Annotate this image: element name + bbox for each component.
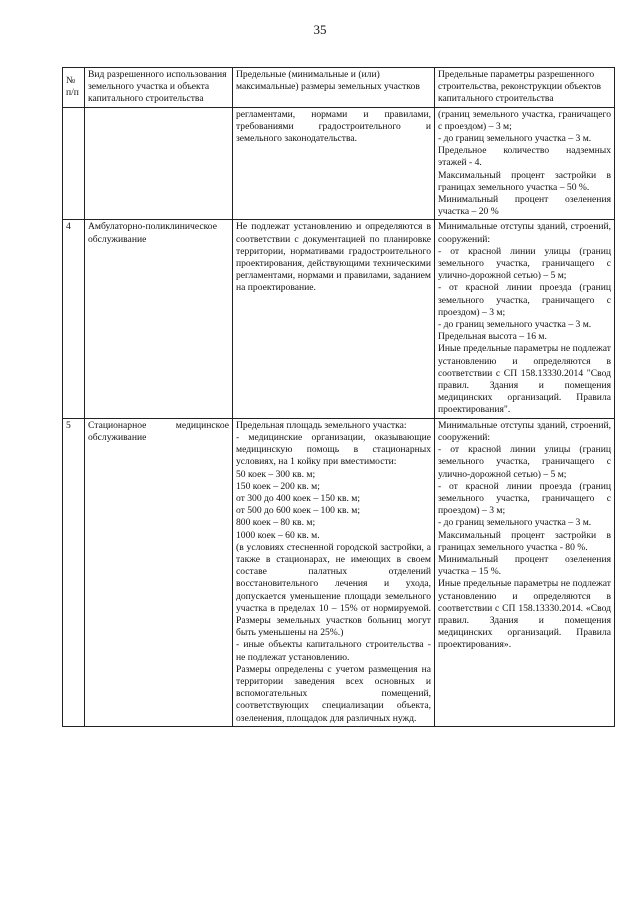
table-header-row bbox=[63, 68, 615, 108]
cell-paragraph: (границ земельного участка, граничащего с проездом) – 3 м; bbox=[438, 108, 611, 132]
header-num: № п/п bbox=[63, 68, 85, 108]
cell-paragraph: 800 коек – 80 кв. м; bbox=[236, 517, 316, 529]
header-use-type: Вид разрешенного использования земельного участка и объекта капитального строительства bbox=[85, 68, 233, 108]
cell-paragraph: - от красной линии улицы (границ земельного участка, граничащего с улично-дорожной сетью) – 5 м; bbox=[438, 444, 611, 480]
build-params-cell bbox=[435, 418, 615, 726]
plot-sizes-cell bbox=[233, 220, 435, 418]
row-number bbox=[63, 107, 85, 220]
cell-paragraph: Максимальный процент застройки в границах земельного участка - 80 %. bbox=[438, 529, 611, 553]
cell-paragraph: Предельная площадь земельного участка: bbox=[236, 419, 407, 431]
cell-paragraph: - иные объекты капитального строительства - не подлежат установлению. bbox=[236, 639, 431, 663]
cell-paragraph: - от красной линии проезда (границ земельного участка, граничащего с проездом) – 3 м; bbox=[438, 282, 611, 318]
row-number: 5 bbox=[63, 418, 85, 726]
cell-paragraph: 1000 коек – 60 кв. м. bbox=[236, 529, 320, 541]
cell-paragraph: от 300 до 400 коек – 150 кв. м; bbox=[236, 492, 361, 504]
page-number: 35 bbox=[313, 22, 327, 37]
use-type-cell: Амбулаторно-поликлиническое обслуживание bbox=[85, 220, 233, 418]
cell-paragraph: Минимальный процент озеленения участка – 20 % bbox=[438, 194, 611, 218]
cell-paragraph: Предельное количество надземных этажей - 4. bbox=[438, 145, 611, 169]
use-type-cell: Стационарное медицинское обслуживание bbox=[85, 418, 233, 726]
plot-sizes-cell bbox=[233, 418, 435, 726]
cell-paragraph: Минимальный процент озеленения участка – 15 %. bbox=[438, 553, 611, 578]
cell-paragraph: 50 коек – 300 кв. м; bbox=[236, 468, 316, 480]
header-plot-sizes: Предельные (минимальные и (или) максимальные) размеры земельных участков bbox=[233, 68, 435, 108]
cell-paragraph: Иные предельные параметры не подлежат установлению и определяются в соответствии с СП 158.13330.2014. «Свод правил. Здания и помещения медицинских организаций. Правила проектирования». bbox=[438, 578, 611, 651]
cell-paragraph: Размеры определены с учетом размещения на территории заведения всех основных и вспомогательных помещений, соответствующих специализации объекта, озеленения, площадок для различных нужд. bbox=[236, 663, 431, 724]
cell-paragraph: Минимальные отступы зданий, строений, сооружений: bbox=[438, 419, 611, 443]
header-build-params: Предельные параметры разрешенного строительства, реконструкции объектов капитального строительства bbox=[435, 68, 615, 108]
table-row bbox=[63, 220, 615, 418]
cell-paragraph: (в условиях стесненной городской застройки, а также в стационарах, не имеющих в своем составе палатных отделений восстановительного лечения и ухода, допускается уменьшение площади земельного участка в пределах 10 – 15% от нормируемой. Размеры земельных участков больниц могут быть уменьшены на 25%.) bbox=[236, 541, 431, 639]
cell-paragraph: - до границ земельного участка – 3 м. bbox=[438, 319, 592, 331]
cell-paragraph: Иные предельные параметры не подлежат установлению и определяются в соответствии с СП 158.13330.2014 "Свод правил. Здания и помещения медицинских организаций. Правила проектирования". bbox=[438, 343, 611, 416]
cell-paragraph: - до границ земельного участка – 3 м. bbox=[438, 517, 592, 529]
use-type-cell bbox=[85, 107, 233, 220]
regulations-table bbox=[62, 67, 615, 727]
table-row bbox=[63, 418, 615, 726]
plot-sizes-cell bbox=[233, 107, 435, 220]
build-params-cell bbox=[435, 220, 615, 418]
cell-paragraph: 150 коек – 200 кв. м; bbox=[236, 480, 320, 492]
cell-paragraph: Максимальный процент застройки в границах земельного участка – 50 %. bbox=[438, 169, 611, 193]
cell-paragraph: - до границ земельного участка – 3 м. bbox=[438, 133, 592, 145]
cell-paragraph: от 500 до 600 коек – 100 кв. м; bbox=[236, 505, 361, 517]
build-params-cell bbox=[435, 107, 615, 220]
cell-paragraph: Не подлежат установлению и определяются в соответствии с документацией по планировке территории, нормативами градостроительного проектирования, действующими техническими регламентами, нормами и правилами, заданием на проектирование. bbox=[236, 221, 431, 294]
cell-paragraph: - от красной линии проезда (границ земельного участка, граничащего с проездом) – 3 м; bbox=[438, 480, 611, 517]
row-number: 4 bbox=[63, 220, 85, 418]
cell-paragraph: - от красной линии улицы (границ земельного участка, граничащего с улично-дорожной сетью) – 5 м; bbox=[438, 245, 611, 282]
cell-paragraph: - медицинские организации, оказывающие медицинскую помощь в стационарных условиях, на 1 койку при вместимости: bbox=[236, 431, 431, 468]
cell-paragraph: Минимальные отступы зданий, строений, сооружений: bbox=[438, 221, 611, 245]
cell-paragraph: Предельная высота – 16 м. bbox=[438, 331, 547, 343]
table-row bbox=[63, 107, 615, 220]
cell-paragraph: регламентами, нормами и правилами, требованиями градостроительного и земельного законодательства. bbox=[236, 108, 431, 145]
